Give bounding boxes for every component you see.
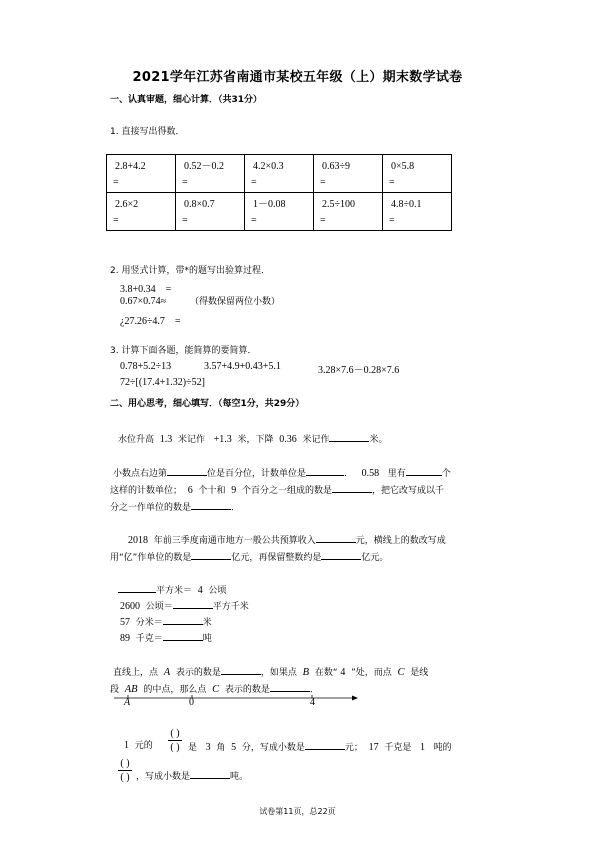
paragraph-budget: 2018 年前三季度南通市地方一般公共预算收入 元，横线上的数改写成	[128, 532, 446, 548]
table-cell: 1－0.08 =	[245, 193, 314, 231]
question-2-item: 3.8+0.34 =	[120, 284, 172, 295]
table-cell: 0.52－0.2 =	[176, 155, 245, 193]
table-cell: 2.5÷100 =	[314, 193, 383, 231]
question-3-item: 0.78+5.2÷13	[120, 361, 172, 372]
paragraph-water-level: 水位升高 1.3 米记作 +1.3 米，下降 0.36 米记作 米。	[118, 431, 387, 447]
unit-conversion-row: 平方米＝ 4 公顷	[118, 582, 227, 598]
answer-blank[interactable]	[167, 465, 207, 476]
unit-conversion-row: 2600 公顷＝ 平方千米	[120, 598, 249, 614]
answer-blank[interactable]	[306, 465, 344, 476]
answer-blank[interactable]	[332, 482, 372, 493]
table-cell: 0.63÷9 =	[314, 155, 383, 193]
answer-blank[interactable]	[305, 739, 345, 750]
answer-blank[interactable]	[321, 549, 361, 560]
answer-blank[interactable]	[191, 549, 231, 560]
fraction-blank[interactable]: ( ) ( )	[168, 728, 182, 753]
answer-blank[interactable]	[163, 614, 203, 625]
table-row	[107, 155, 452, 193]
paragraph-fractions: 1 元的	[124, 740, 153, 751]
answer-blank[interactable]	[316, 532, 356, 543]
number-line-label-four: 4	[310, 697, 315, 708]
table-cell: 2.6×2 =	[107, 193, 176, 231]
answer-blank[interactable]	[118, 582, 156, 593]
calculation-table	[106, 154, 452, 231]
number-line	[112, 690, 362, 710]
question-1-label: 1. 直接写出得数．	[110, 127, 185, 137]
page-title: 2021学年江苏省南通市某校五年级（上）期末数学试卷	[132, 70, 463, 85]
paragraph-decimal-place: 小数点右边第 位是百分位，计数单位是 ． 0.58 里有 个	[113, 465, 451, 481]
table-cell: 4.2×0.3 =	[245, 155, 314, 193]
paragraph-decimal-place-line3: 分之一作单位的数是 ．	[110, 499, 240, 515]
paragraph-number-line: 直线上，点 A 表示的数是 ，如果点 B 在数“ 4 ”处，而点 C 是线	[113, 664, 428, 680]
paragraph-fractions-cont: 是 3 角 5 分，写成小数是 元； 17 千克是 1 吨的	[188, 739, 452, 755]
paragraph-number-line-line2: 段 AB 的中点，那么点 C 表示的数是 ．	[110, 681, 319, 697]
fraction-blank[interactable]: ( ) ( )	[118, 758, 132, 783]
question-3-item: 3.28×7.6－0.28×7.6	[318, 365, 400, 376]
question-3-label: 3. 计算下面各题，能简算的要简算．	[110, 346, 257, 356]
section-1-heading: 一、认真审题，细心计算．（共31分）	[110, 95, 263, 105]
section-2-heading: 二、用心思考，细心填写．（每空1分，共29分）	[110, 399, 305, 409]
page-footer: 试卷第11页，总22页	[259, 807, 336, 816]
answer-blank[interactable]	[329, 431, 369, 442]
unit-conversion-row: 57 分米＝ 米	[120, 614, 212, 630]
answer-blank[interactable]	[190, 768, 230, 779]
number-line-label-a: A	[124, 697, 131, 708]
question-3-item: 72÷[(17.4+1.32)÷52]	[120, 377, 205, 388]
question-3-item: 3.57+4.9+0.43+5.1	[204, 361, 281, 372]
question-2-label: 2. 用竖式计算，带*的题写出验算过程．	[110, 266, 270, 276]
answer-blank[interactable]	[221, 664, 261, 675]
table-cell: 2.8+4.2 =	[107, 155, 176, 193]
number-line-label-zero: 0	[189, 697, 194, 708]
table-cell: 4.8÷0.1 =	[383, 193, 452, 231]
question-2-item: ¿27.26÷4.7 =	[120, 316, 181, 327]
answer-blank[interactable]	[406, 465, 442, 476]
answer-blank[interactable]	[163, 630, 203, 641]
answer-blank[interactable]	[173, 598, 213, 609]
paragraph-budget-line2: 用“亿”作单位的数是 亿元，再保留整数约是 亿元。	[110, 549, 388, 565]
paragraph-decimal-place-line2: 这样的计数单位； 6 个十和 9 个百分之一组成的数是 ，把它改写成以千	[110, 482, 444, 498]
question-2-item: 0.67×0.74≈	[120, 296, 167, 307]
table-cell: 0×5.8 =	[383, 155, 452, 193]
table-cell: 0.8×0.7 =	[176, 193, 245, 231]
table-row	[107, 193, 452, 231]
question-2-note: （得数保留两位小数）	[190, 297, 281, 307]
unit-conversion-row: 89 千克＝ 吨	[120, 630, 212, 646]
answer-blank[interactable]	[191, 499, 231, 510]
paragraph-fractions-line2: ，写成小数是 吨。	[136, 768, 248, 784]
